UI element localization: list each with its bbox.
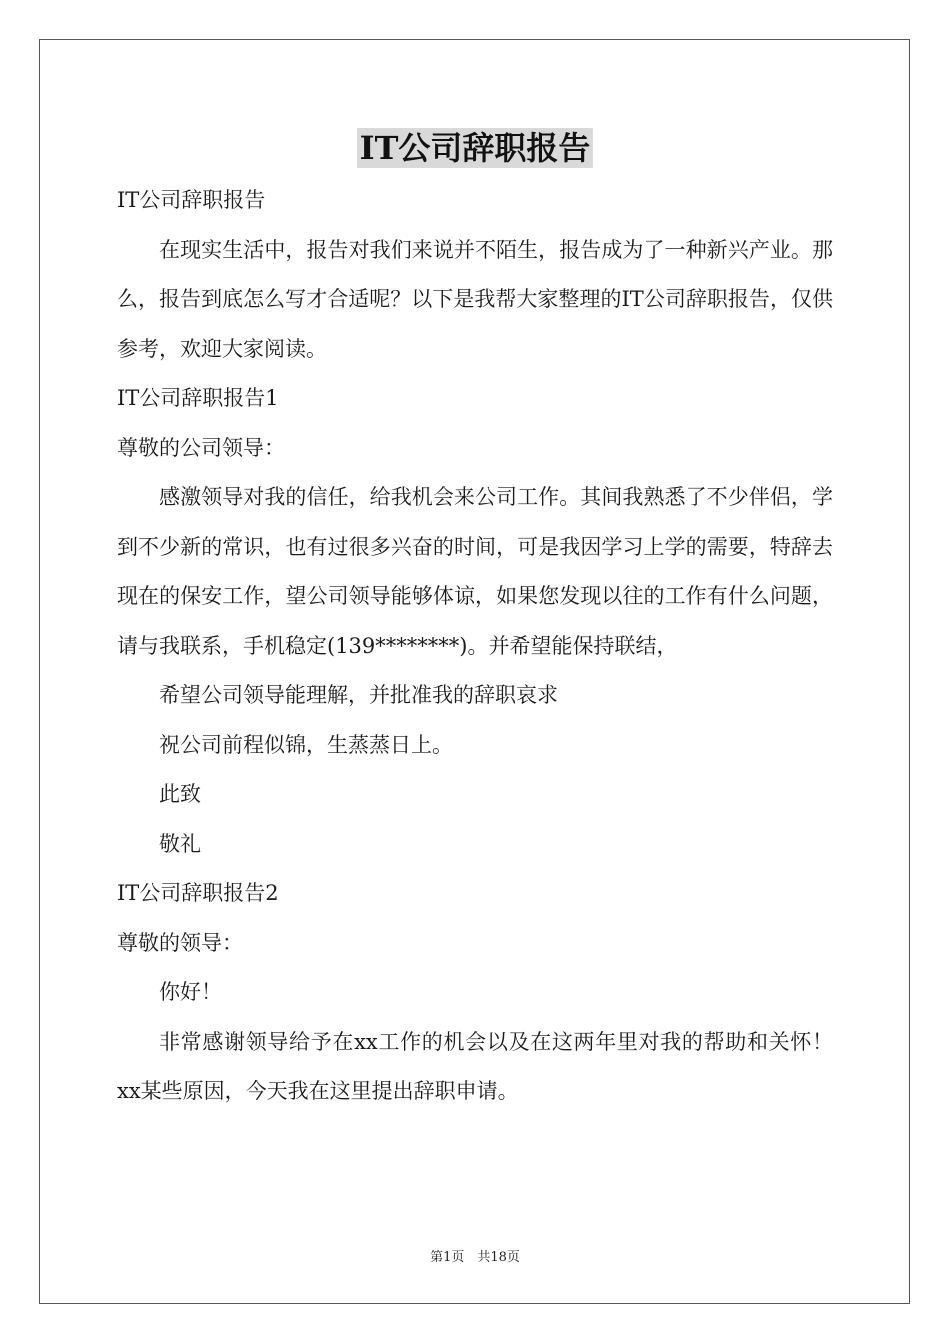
paragraph-salutation-2: 尊敬的领导： xyxy=(117,930,243,955)
document-body xyxy=(117,176,833,1117)
paragraph-heading-1: IT公司辞职报告1 xyxy=(117,386,279,410)
paragraph-intro: 在现实生活中，报告对我们来说并不陌生，报告成为了一种新兴产业。那么，报告到底怎么写才合适呢？以下是我帮大家整理的IT公司辞职报告，仅供参考，欢迎大家阅读。 xyxy=(117,237,833,361)
paragraph-body-1: 感激领导对我的信任，给我机会来公司工作。其间我熟悉了不少伴侣，学到不少新的常识，也有过很多兴奋的时间，可是我因学习上学的需要，特辞去现在的保安工作，望公司领导能够体谅，如果您发现以往的工作有什么问题，请与我联系，手机稳定(139********)。并希望能保持联结， xyxy=(117,485,833,658)
paragraph-heading-2: IT公司辞职报告2 xyxy=(117,881,279,905)
page-footer xyxy=(0,1246,950,1265)
paragraph-closing-1: 此致 xyxy=(159,782,201,806)
paragraph-regards-1: 敬礼 xyxy=(159,831,201,856)
paragraph-body-2: 非常感谢领导给予在xx工作的机会以及在这两年里对我的帮助和关怀！xx某些原因，今天我在这里提出辞职申请。 xyxy=(117,1029,833,1103)
paragraph-request-1: 希望公司领导能理解，并批准我的辞职哀求 xyxy=(159,683,558,707)
paragraph-heading-main: IT公司辞职报告 xyxy=(117,188,266,212)
paragraph-greeting-2: 你好！ xyxy=(159,980,222,1004)
title-container xyxy=(0,128,950,168)
paragraph-salutation-1: 尊敬的公司领导： xyxy=(117,435,285,460)
paragraph-wish-1: 祝公司前程似锦，生蒸蒸日上。 xyxy=(159,732,453,757)
document-title: IT公司辞职报告 xyxy=(357,128,594,168)
page-number-label: 第1页 共18页 xyxy=(430,1250,520,1265)
